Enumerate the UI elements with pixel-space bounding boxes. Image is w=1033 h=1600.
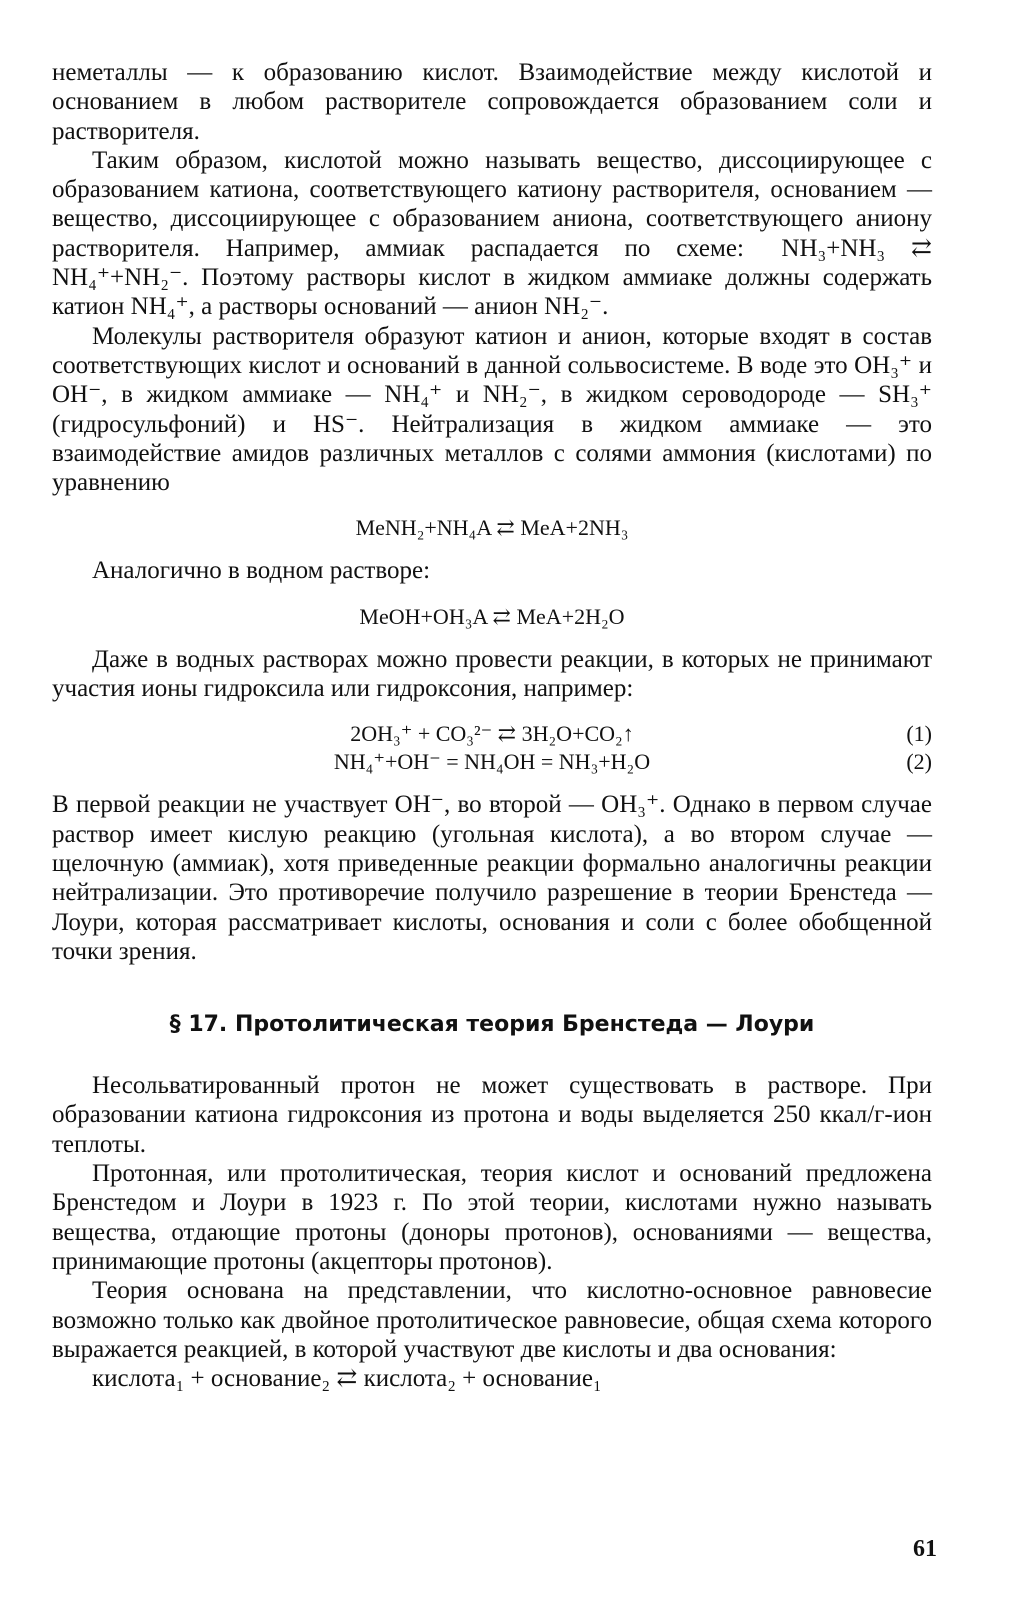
equation-number: (2) xyxy=(906,749,932,775)
paragraph: Молекулы растворителя образуют катион и анион, которые входят в состав соответствующих кислот и оснований в данной сольвосистеме. В воде это OH₃⁺ и OH⁻, в жидком аммиаке — NH₄⁺ и NH₂⁻, в жидком сероводороде — SH₃⁺ (гидросульфоний) и HS⁻. Нейтрализация в жидком аммиаке — это взаимодействие амидов различных металлов с солями аммония (кислотами) по уравнению xyxy=(52,322,932,497)
equation-1 xyxy=(52,720,932,748)
paragraph: Аналогично в водном растворе: xyxy=(92,557,431,585)
equation-2 xyxy=(52,748,932,776)
inline-formula: NH₃+NH₃ ⇄ NH₄⁺+NH₂⁻. xyxy=(52,234,932,292)
page-number: 61 xyxy=(913,1536,937,1562)
equation-scheme: кислота₁ + основание₂ ⇄ кислота₂ + основание₁ xyxy=(92,1365,602,1393)
paragraph: Протонная, или протолитическая, теория кислот и оснований предложена Бренстедом и Лоури в 1923 г. По этой теории, кислотами нужно называть вещества, отдающие протоны (доноры протонов), основаниями — вещества, принимающие протоны (акцепторы протонов). xyxy=(52,1160,932,1275)
equation-number: (1) xyxy=(906,721,932,747)
equation: MeOH+OH₃A ⇄ MeA+2H₂O xyxy=(359,603,625,629)
page-body xyxy=(52,58,932,1393)
paragraph: Даже в водных растворах можно провести реакции, в которых не принимают участия ионы гидроксила или гидроксония, например: xyxy=(52,645,932,703)
equation-text: NH₄⁺+OH⁻ = NH₄OH = NH₃+H₂O xyxy=(333,749,651,775)
equation-text: 2OH₃⁺ + CO₃²⁻ ⇄ 3H₂O+CO₂↑ xyxy=(350,721,634,747)
equation: MeNH₂+NH₄A ⇄ MeA+2NH₃ xyxy=(355,515,629,541)
paragraph: неметаллы — к образованию кислот. Взаимодействие между кислотой и основанием в любом растворителе сопровождается образованием соли и растворителя. xyxy=(52,59,932,145)
paragraph: В первой реакции не участвует OH⁻, во второй — OH₃⁺. Однако в первом случае раствор имеет кислую реакцию (угольная кислота), а во втором случае — щелочную (аммиак), хотя приведенные реакции формально аналогичны реакции нейтрализации. Это противоречие получило разрешение в теории Бренстеда — Лоури, которая рассматривает кислоты, основания и соли с более обобщенной точки зрения. xyxy=(52,791,932,965)
paragraph: Теория основана на представлении, что кислотно-основное равновесие возможно только как двойное протолитическое равновесие, общая схема которого выражается реакцией, в которой участвуют две кислоты и два основания: xyxy=(52,1277,932,1363)
paragraph xyxy=(52,146,932,322)
paragraph: Несольватированный протон не может существовать в растворе. При образовании катиона гидроксония из протона и воды выделяется 250 ккал/г-ион теплоты. xyxy=(52,1072,932,1158)
section-heading: § 17. Протолитическая теория Бренстеда — Лоури xyxy=(169,1012,815,1038)
paragraph-text: Таким образом, кислотой можно называть вещество, диссоциирующее с образованием катиона, соответствующего катиону растворителя, основанием — вещество, диссоциирующее с образованием аниона, соответствующего аниону растворителя. Например, аммиак распадается по схеме: xyxy=(52,146,932,262)
paragraph-text: Поэтому растворы кислот в жидком аммиаке должны содержать катион NH₄⁺, а растворы оснований — анион NH₂⁻. xyxy=(52,264,932,321)
